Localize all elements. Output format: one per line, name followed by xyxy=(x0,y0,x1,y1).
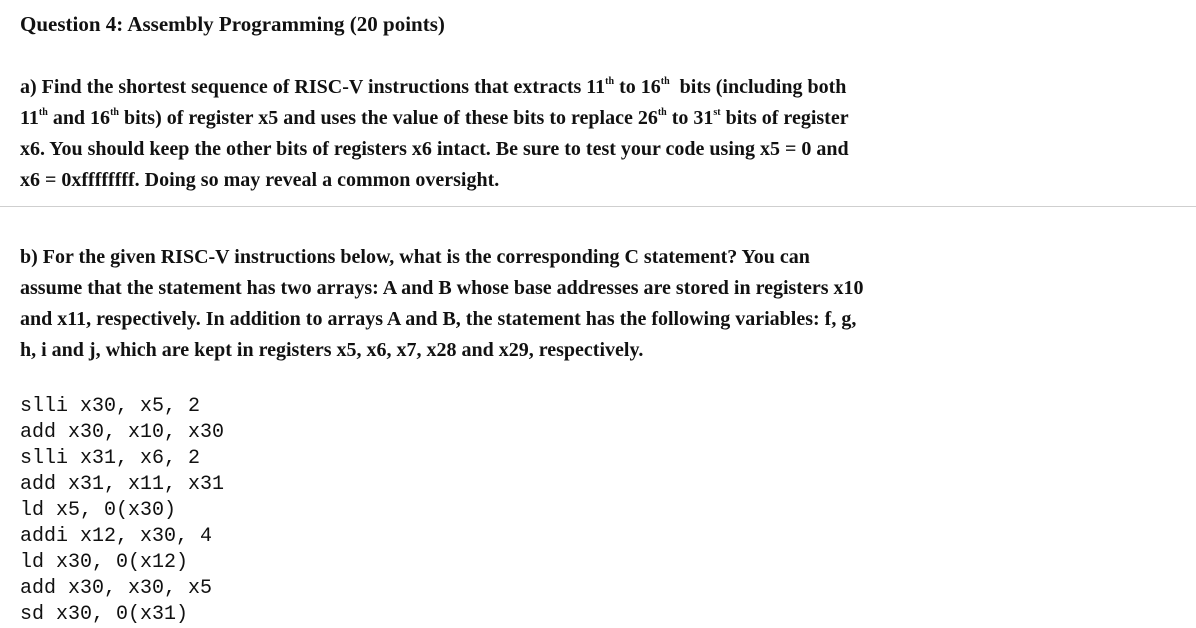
part-b-line-2: assume that the statement has two arrays: A and B whose base addresses are stored in registers x10 xyxy=(20,277,864,299)
code-line: add x30, x10, x30 xyxy=(20,421,225,444)
part-a-line-3: x6. You should keep the other bits of registers x6 intact. Be sure to test your code using x5 = 0 and xyxy=(20,138,849,160)
ordinal-suffix: th xyxy=(605,76,615,87)
ordinal-suffix: th xyxy=(660,76,670,87)
code-line: add x30, x30, x5 xyxy=(20,577,213,600)
part-a-line-2-text: 11 xyxy=(20,107,39,129)
part-a-line-4: x6 = 0xffffffff. Doing so may reveal a common oversight. xyxy=(20,169,500,191)
part-a-line-2-text: bits) of register x5 and uses the value of these bits to replace 26 xyxy=(118,107,658,129)
assembly-code-block xyxy=(20,394,224,628)
part-a-paragraph xyxy=(20,72,849,196)
part-a-line-2-text: to 31 xyxy=(666,107,714,129)
part-a-line-2-text: bits of register xyxy=(720,107,849,129)
ordinal-suffix: st xyxy=(713,107,721,118)
part-a-line-1-text: to 16 xyxy=(614,76,661,98)
part-b-line-1: b) For the given RISC-V instructions below, what is the corresponding C statement? You can xyxy=(20,246,810,268)
code-line: add x31, x11, x31 xyxy=(20,473,225,496)
question-title: Question 4: Assembly Programming (20 points) xyxy=(20,12,445,36)
part-b-paragraph xyxy=(20,242,864,366)
code-line: ld x30, 0(x12) xyxy=(20,551,189,574)
ordinal-suffix: th xyxy=(110,107,119,118)
code-line: addi x12, x30, 4 xyxy=(20,525,213,548)
part-a-line-1-text: a) Find the shortest sequence of RISC-V instructions that extracts 11 xyxy=(20,76,606,98)
section-divider xyxy=(0,206,1196,207)
ordinal-suffix: th xyxy=(657,107,667,118)
code-line: slli x30, x5, 2 xyxy=(20,395,201,418)
part-a-line-2 xyxy=(20,103,849,134)
part-b-line-3: and x11, respectively. In addition to arrays A and B, the statement has the following variables: f, g, xyxy=(20,308,857,330)
part-a-line-2-text: and 16 xyxy=(47,107,111,129)
code-line: ld x5, 0(x30) xyxy=(20,499,177,522)
code-line: slli x31, x6, 2 xyxy=(20,447,201,470)
code-line: sd x30, 0(x31) xyxy=(20,603,189,626)
ordinal-suffix: th xyxy=(38,107,48,118)
part-a-line-1 xyxy=(20,72,849,103)
part-a-line-1-text: bits (including both xyxy=(669,76,847,98)
part-b-line-4: h, i and j, which are kept in registers x5, x6, x7, x28 and x29, respectively. xyxy=(20,339,644,361)
